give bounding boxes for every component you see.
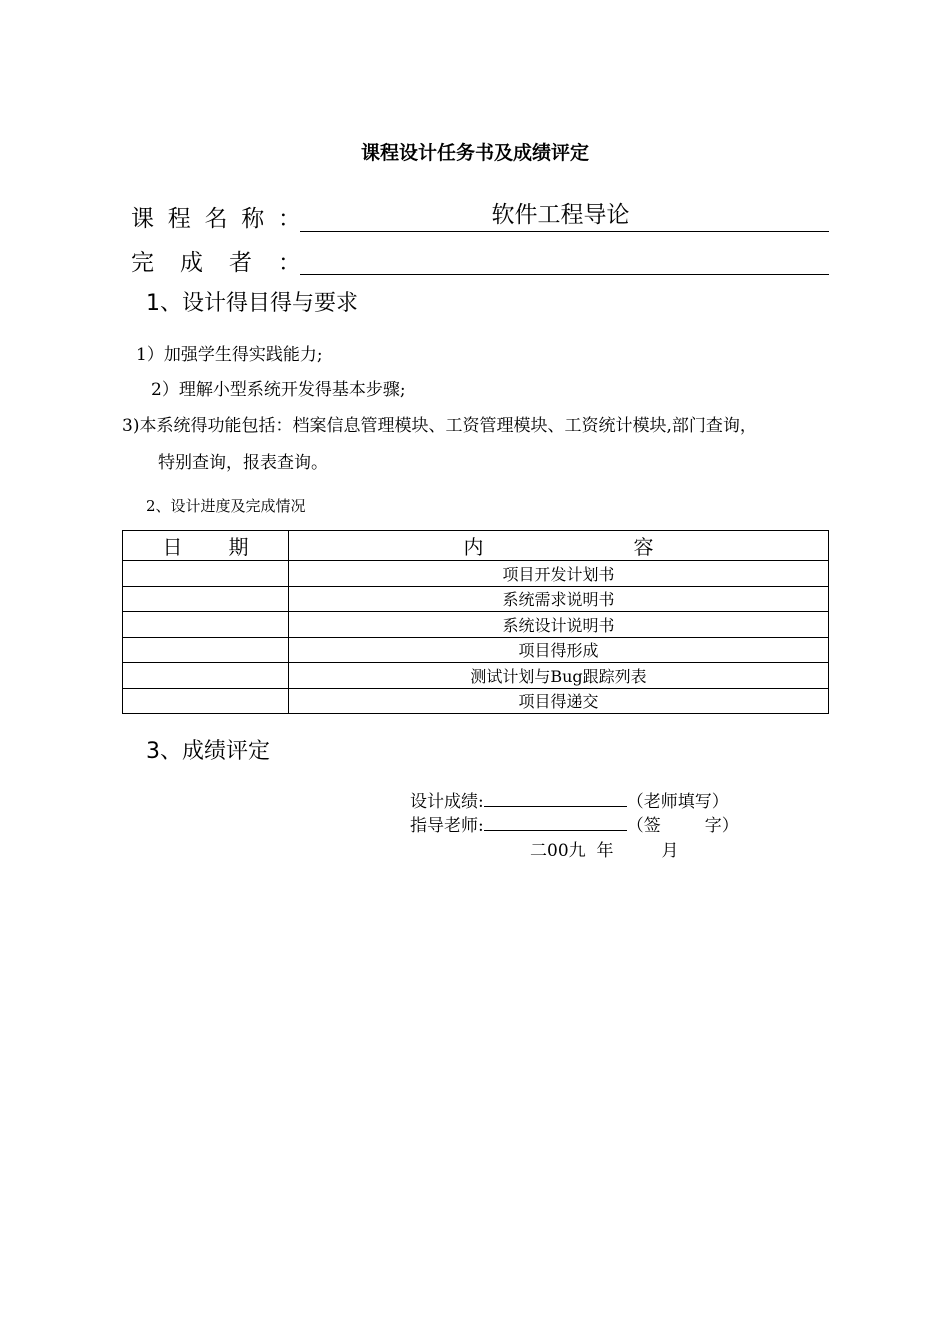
advisor-label: 指导老师: [410,816,484,836]
table-row [123,612,829,638]
header-char: 期 [228,535,249,559]
course-label-char: 名 [204,206,228,232]
table-row [123,586,829,612]
date-cell [123,612,289,638]
date-cell [123,561,289,587]
table-row [123,688,829,714]
author-label-char: 成 [180,250,203,276]
date-line [530,836,678,861]
grade-row [410,787,729,812]
author-label-char: ： [278,250,301,276]
course-label-char: ： [278,206,301,232]
requirement-item: 特别查询，报表查询。 [158,453,328,473]
author-line [300,246,829,275]
grade-label: 设计成绩: [410,792,484,812]
date-cell [123,637,289,663]
advisor-row [410,811,739,836]
schedule-table [122,530,829,714]
table-row [123,561,829,587]
header-char: 内 [463,535,484,559]
date-cell [123,663,289,689]
requirement-item: 1）加强学生得实践能力; [136,345,323,365]
date-column-header [123,531,289,561]
course-label-char: 称 [241,206,265,232]
section2-heading: 2、设计进度及完成情况 [146,497,306,515]
content-cell: 测试计划与Bug跟踪列表 [289,663,829,689]
date-cell [123,688,289,714]
document-title: 课程设计任务书及成绩评定 [360,142,589,164]
advisor-signature-blank [484,812,627,831]
advisor-note-open: （签 [626,816,661,836]
course-name-line [300,203,829,232]
date-year: 二00九 年 [530,841,614,861]
course-label-char: 课 [131,206,154,232]
author-label-char: 完 [131,250,154,276]
author-label [131,244,301,277]
course-name-label [131,200,301,233]
header-char: 日 [162,535,183,559]
grade-note: （老师填写） [626,792,729,812]
table-row [123,663,829,689]
content-cell: 系统设计说明书 [289,612,829,638]
course-label-char: 程 [167,206,191,232]
requirement-item: 3)本系统得功能包括：档案信息管理模块、工资管理模块、工资统计模块,部门查询， [122,416,757,436]
content-cell: 项目得形成 [289,637,829,663]
header-char: 容 [633,535,654,559]
requirement-item: 2）理解小型系统开发得基本步骤; [151,380,406,400]
course-name-value: 软件工程导论 [491,202,630,228]
content-column-header [289,531,829,561]
section1-heading: 1、设计得目得与要求 [146,291,358,316]
table-row [123,637,829,663]
advisor-note-close: 字） [704,816,739,836]
content-cell: 系统需求说明书 [289,586,829,612]
grade-blank [484,788,627,807]
date-cell [123,586,289,612]
content-cell: 项目开发计划书 [289,561,829,587]
date-month: 月 [661,841,679,861]
author-label-char: 者 [229,250,252,276]
section3-heading: 3、成绩评定 [146,739,270,764]
table-header-row [123,531,829,561]
content-cell: 项目得递交 [289,688,829,714]
